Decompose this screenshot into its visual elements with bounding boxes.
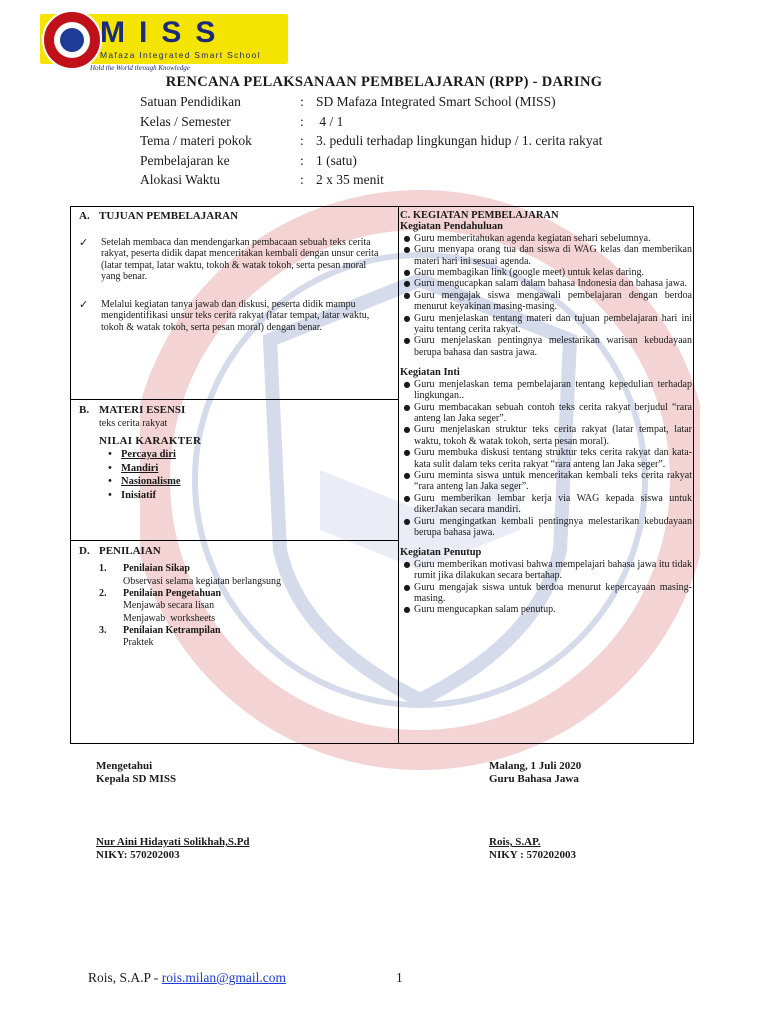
identity-label: Tema / materi pokok — [140, 133, 252, 148]
penilaian-detail: Observasi selama kegiatan berlangsung — [123, 575, 282, 587]
bullet-icon: ● — [403, 379, 411, 389]
bullet-icon: ● — [403, 402, 411, 412]
list-item — [99, 476, 181, 490]
bullet-icon: • — [108, 489, 112, 501]
identity-value: 4 / 1 — [316, 113, 344, 129]
bullet-icon: ● — [403, 290, 411, 300]
bullet-icon: ● — [403, 448, 411, 458]
activity-text: Guru menjelaskan pentingnya melestarikan warisan kebudayaan berupa bahasa dan sastra jawa. — [414, 335, 692, 358]
pendahuluan-title: Kegiatan Pendahuluan — [400, 221, 503, 233]
email-link[interactable]: rois.milan@gmail.com — [161, 970, 286, 985]
activity-text: Guru menjelaskan struktur teks cerita rakyat (latar tempat, latar waktu, tokoh & watak tokoh, serta pesan moral). — [414, 424, 692, 447]
activity-text: Guru mengajak siswa mengawali pembelajaran dengan berdoa menurut keyakinan masing-masing. — [414, 289, 692, 313]
inti-list — [400, 379, 692, 539]
logo-tagline: Hold the World through Knowledge — [90, 64, 190, 72]
section-title: TUJUAN PEMBELAJARAN — [99, 210, 239, 222]
list-item — [400, 582, 692, 605]
section-d-heading — [79, 545, 161, 557]
bullet-icon: ● — [403, 582, 411, 592]
signature-right-name-block — [489, 836, 576, 862]
bullet-icon: • — [108, 462, 112, 474]
penilaian-number: 3. — [99, 624, 107, 636]
identity-label: Kelas / Semester — [140, 113, 231, 129]
activity-text: Guru mengucapkan salam dalam bahasa Indonesia dan bahasa jawa. — [414, 278, 687, 290]
objective-item — [79, 237, 384, 283]
identity-colon: : — [300, 172, 304, 187]
bullet-icon: ● — [403, 233, 411, 243]
activity-text: Guru mengucapkan salam penutup. — [414, 604, 556, 616]
bullet-icon: ● — [403, 336, 411, 346]
identity-value: 3. peduli terhadap lingkungan hidup / 1. cerita rakyat — [316, 133, 603, 148]
section-letter: D. — [79, 545, 90, 557]
section-letter: A. — [79, 210, 90, 222]
signature-right — [489, 760, 581, 786]
section-letter: B. — [79, 404, 90, 416]
kegiatan-column — [400, 210, 692, 616]
activity-text: Guru meminta siswa untuk menceritakan kembali teks cerita rakyat “rara anteng lan Jaka seger”. — [414, 469, 692, 493]
activity-text: Guru mengingatkan kembali pentingnya melestarikan kebudayaan berupa bahasa jawa. — [414, 515, 692, 538]
signature-role: Kepala SD MISS — [96, 773, 177, 785]
penilaian-number: 1. — [99, 563, 107, 574]
rpp-table — [70, 206, 694, 744]
identity-label: Alokasi Waktu — [140, 172, 221, 187]
logo-name: MISS — [100, 16, 230, 49]
identity-row — [140, 94, 602, 114]
activity-text: Guru menjelaskan tentang materi dan tujuan pembelajaran hari ini yaitu tentang cerita rakyat. — [414, 312, 692, 336]
inti-title: Kegiatan Inti — [400, 367, 460, 379]
section-a-heading — [79, 210, 238, 222]
section-title: MATERI ESENSI — [99, 404, 186, 416]
identity-row — [140, 133, 602, 153]
identity-block — [140, 94, 602, 192]
identity-row — [140, 172, 602, 192]
identity-label: Satuan Pendidikan — [140, 94, 241, 109]
checkmark-icon: ✓ — [79, 236, 89, 249]
list-item — [99, 449, 181, 463]
activity-text: Guru memberitahukan agenda kegiatan sehari sebelumnya. — [414, 232, 651, 244]
table-divider — [71, 540, 398, 541]
list-item — [400, 379, 692, 402]
signature-left-name-block — [96, 836, 250, 862]
signature-niky: NIKY: 570202003 — [96, 849, 180, 861]
identity-value: 1 (satu) — [316, 152, 357, 168]
identity-value: SD Mafaza Integrated Smart School (MISS) — [316, 94, 556, 109]
section-title: KEGIATAN PEMBELAJARAN — [412, 210, 559, 221]
nilai-item: Inisiatif — [121, 489, 157, 501]
activity-text: Guru memberikan motivasi bahwa mempelajari bahasa jawa itu tidak rumit jika dilakukan secara bertahap. — [414, 558, 692, 582]
objective-text: Setelah membaca dan mendengarkan pembacaan sebuah teks cerita rakyat, peserta didik dapat menceritakan kembali dengan unsur cerita (latar tempat, latar waktu, tokoh & watak tokoh, serta pesan moral yang benar. — [101, 237, 379, 283]
identity-row — [140, 114, 602, 134]
section-title: PENILAIAN — [99, 545, 161, 557]
materi-text: teks cerita rakyat — [99, 418, 168, 429]
activity-text: Guru membuka diskusi tentang struktur teks cerita rakyat dan kata-kata sulit dalam teks cerita rakyat “rara anteng lan Jaka seger”. — [414, 447, 692, 470]
logo-subtitle: Mafaza Integrated Smart School — [100, 50, 261, 60]
bullet-icon: ● — [403, 559, 411, 569]
list-item — [400, 604, 692, 615]
bullet-icon: ● — [403, 313, 411, 323]
list-item — [400, 278, 692, 289]
list-item — [400, 267, 692, 278]
bullet-icon: ● — [403, 470, 411, 480]
list-item — [400, 493, 692, 516]
pendahuluan-list — [400, 233, 692, 358]
list-item — [99, 463, 181, 477]
penilaian-detail: Praktek — [123, 637, 154, 649]
nilai-karakter-list — [99, 449, 181, 503]
signature-caption: Mengetahui — [96, 760, 153, 772]
list-item — [400, 244, 692, 267]
signature-niky: NIKY : 570202003 — [489, 849, 576, 861]
activity-text: Guru menjelaskan tema pembelajaran tentang kepedulian terhadap lingkungan.. — [414, 378, 692, 402]
penilaian-title: Penilaian Ketrampilan — [123, 624, 221, 636]
footer — [88, 970, 286, 986]
penilaian-item — [99, 625, 281, 638]
page-number: 1 — [396, 970, 403, 985]
list-item — [400, 233, 692, 244]
bullet-icon: ● — [403, 425, 411, 435]
bullet-icon: ● — [403, 279, 411, 289]
identity-label: Pembelajaran ke — [140, 152, 230, 168]
logo-emblem-icon — [42, 10, 102, 70]
list-item — [400, 559, 692, 582]
document-title: RENCANA PELAKSANAAN PEMBELAJARAN (RPP) - DARING — [165, 74, 603, 90]
objective-item — [79, 299, 384, 333]
penilaian-item — [99, 563, 281, 576]
activity-text: Guru mengajak siswa untuk berdoa menurut kepercayaan masing-masing. — [414, 581, 692, 604]
list-item — [400, 424, 692, 447]
activity-text: Guru membagikan link (google meet) untuk kelas daring. — [414, 267, 644, 279]
bullet-icon: ● — [403, 268, 411, 278]
penilaian-detail: Menjawab secara lisan — [123, 600, 215, 612]
list-item — [400, 402, 692, 425]
list-item — [400, 313, 692, 336]
nilai-item: Nasionalisme — [121, 476, 181, 487]
bullet-icon: ● — [403, 493, 411, 503]
signature-role: Guru Bahasa Jawa — [489, 773, 579, 785]
activity-text: Guru membacakan sebuah contoh teks cerita rakyat berjudul “rara anteng lan Jaka seger”. — [414, 401, 692, 424]
table-divider — [398, 207, 399, 743]
bullet-icon: ● — [403, 245, 411, 255]
bullet-icon: ● — [403, 516, 411, 526]
penilaian-number: 2. — [99, 587, 107, 599]
section-c-heading — [400, 210, 692, 221]
identity-colon: : — [300, 113, 304, 129]
signature-name: Rois, S.AP. — [489, 836, 541, 848]
school-logo — [40, 10, 290, 72]
list-item — [400, 447, 692, 470]
nilai-item: Mandiri — [121, 462, 159, 474]
list-item — [400, 470, 692, 493]
list-item — [400, 290, 692, 313]
table-divider — [71, 399, 398, 400]
section-b-heading — [79, 404, 185, 416]
list-item — [400, 335, 692, 358]
list-item — [99, 490, 181, 504]
signature-date: Malang, 1 Juli 2020 — [489, 760, 582, 772]
identity-row — [140, 153, 602, 173]
list-item — [400, 516, 692, 539]
penilaian-list — [99, 563, 281, 650]
footer-author: Rois, S.A.P - — [88, 970, 162, 985]
bullet-icon: ● — [403, 605, 411, 615]
activity-text: Guru memberikan lembar kerja via WAG kepada siswa untuk dikerJakan secara mandiri. — [414, 492, 692, 516]
objective-text: Melalui kegiatan tanya jawab dan diskusi, peserta didik mampu mengidentifikasi unsur teks cerita rakyat (latar tempat, latar waktu, tokoh & watak tokoh, serta pesan moral) dengan benar. — [101, 299, 370, 333]
signature-name: Nur Aini Hidayati Solikhah,S.Pd — [96, 836, 250, 848]
identity-value: 2 x 35 menit — [316, 172, 384, 187]
penutup-list — [400, 559, 692, 616]
checkmark-icon: ✓ — [79, 298, 89, 311]
bullet-icon: • — [108, 449, 112, 460]
nilai-karakter-title: NILAI KARAKTER — [99, 435, 202, 447]
penilaian-detail: Menjawab worksheets — [123, 612, 216, 624]
penilaian-title: Penilaian Sikap — [123, 563, 190, 574]
nilai-item: Percaya diri — [121, 449, 176, 460]
signature-left — [96, 760, 176, 786]
penilaian-title: Penilaian Pengetahuan — [123, 587, 222, 599]
penutup-title: Kegiatan Penutup — [400, 547, 482, 559]
section-letter: C. — [400, 210, 411, 221]
identity-colon: : — [300, 152, 304, 168]
activity-text: Guru menyapa orang tua dan siswa di WAG kelas dan memberikan materi hari ini sesuai agenda. — [414, 244, 692, 267]
identity-colon: : — [300, 94, 304, 109]
penilaian-item — [99, 588, 281, 601]
identity-colon: : — [300, 133, 304, 148]
bullet-icon: • — [108, 476, 112, 487]
